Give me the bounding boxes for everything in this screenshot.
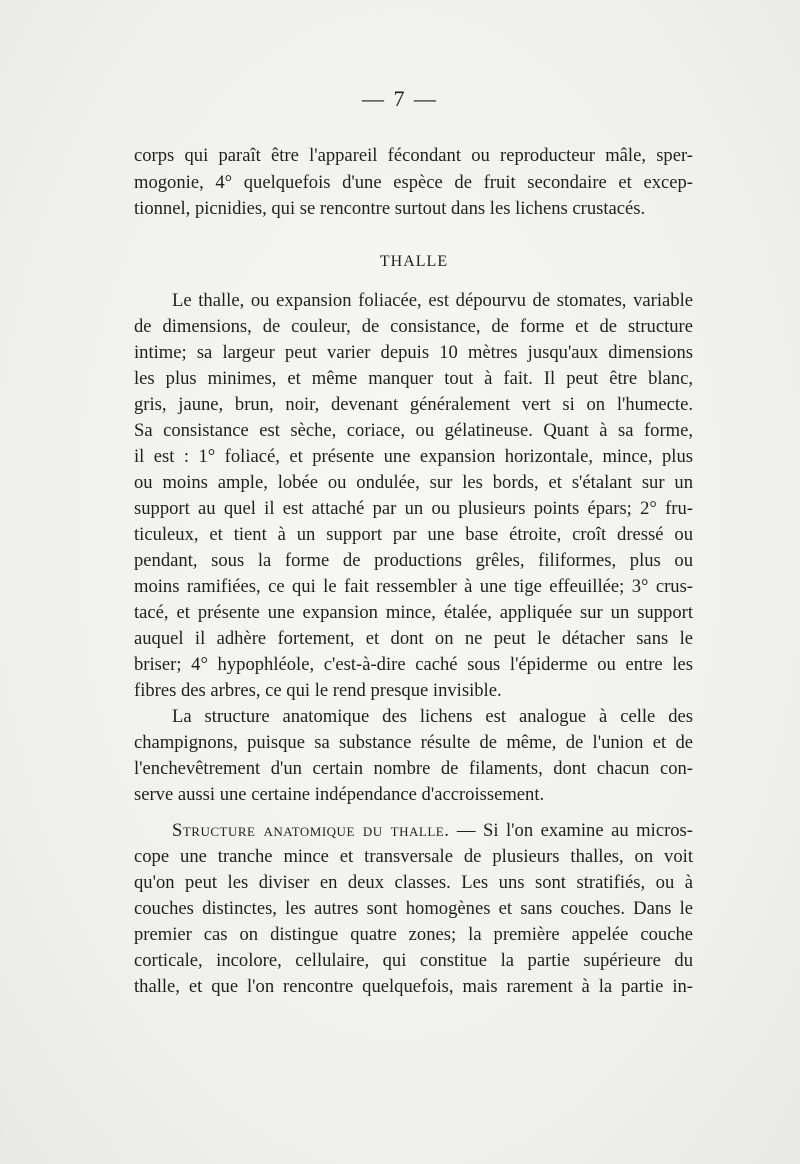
text-line: briser; 4° hypophléole, c'est-à-dire caché sous l'épiderme ou entre les [134, 654, 693, 675]
text-line: l'enchevêtrement d'un certain nombre de filaments, dont chacun con- [134, 758, 693, 779]
text-line: intime; sa largeur peut varier depuis 10 mètres jusqu'aux dimensions [134, 342, 693, 363]
text-line: tacé, et présente une expansion mince, étalée, appliquée sur un support [134, 602, 693, 623]
text-line: cope une tranche mince et transversale de plusieurs thalles, on voit [134, 846, 693, 867]
text-line: premier cas on distingue quatre zones; la première appelée couche [134, 924, 693, 945]
text-line: de dimensions, de couleur, de consistance, de forme et de structure [134, 316, 693, 337]
text-line: pendant, sous la forme de productions grêles, filiformes, plus ou [134, 550, 693, 571]
text-line: ou moins ample, lobée ou ondulée, sur les bords, et s'étalant sur un [134, 472, 693, 493]
text-line: Sa consistance est sèche, coriace, ou gélatineuse. Quant à sa forme, [134, 420, 693, 441]
text-line [172, 817, 693, 844]
text-line: corps qui paraît être l'appareil fécondant ou reproducteur mâle, sper- [134, 145, 693, 166]
section-title: THALLE [379, 253, 449, 270]
text-line: ticuleux, et tient à un support par une base étroite, croît dressé ou [134, 524, 693, 545]
text-line: auquel il adhère fortement, et dont on ne peut le détacher sans le [134, 628, 693, 649]
text-line: La structure anatomique des lichens est analogue à celle des [172, 706, 693, 727]
text-line: couches distinctes, les autres sont homogènes et sans couches. Dans le [134, 898, 693, 919]
text-line: champignons, puisque sa substance résulte de même, de l'union et de [134, 732, 693, 753]
text-span: — Si l'on examine au micros- [449, 820, 693, 841]
page-number: — 7 — [362, 86, 438, 111]
text-line: les plus minimes, et même manquer tout à fait. Il peut être blanc, [134, 368, 693, 389]
text-line: qu'on peut les diviser en deux classes. Les uns sont stratifiés, ou à [134, 872, 693, 893]
text-line: support au quel il est attaché par un ou plusieurs points épars; 2° fru- [134, 498, 693, 519]
text-line: corticale, incolore, cellulaire, qui constitue la partie supérieure du [134, 950, 693, 971]
text-line: Le thalle, ou expansion foliacée, est dépourvu de stomates, variable [172, 290, 693, 311]
text-line: tionnel, picnidies, qui se rencontre surtout dans les lichens crustacés. [134, 198, 646, 219]
run-in-heading: Structure anatomique du thalle. [172, 820, 450, 841]
text-line: moins ramifiées, ce qui le fait ressembler à une tige effeuillée; 3° crus- [134, 576, 693, 597]
text-line: thalle, et que l'on rencontre quelquefois, mais rarement à la partie in- [134, 976, 693, 997]
text-line: fibres des arbres, ce qui le rend presque invisible. [134, 680, 502, 701]
text-line: mogonie, 4° quelquefois d'une espèce de fruit secondaire et excep- [134, 172, 693, 193]
text-line: il est : 1° foliacé, et présente une expansion horizontale, mince, plus [134, 446, 693, 467]
text-line: serve aussi une certaine indépendance d'accroissement. [134, 784, 545, 805]
text-line: gris, jaune, brun, noir, devenant généralement vert si on l'humecte. [134, 394, 693, 415]
